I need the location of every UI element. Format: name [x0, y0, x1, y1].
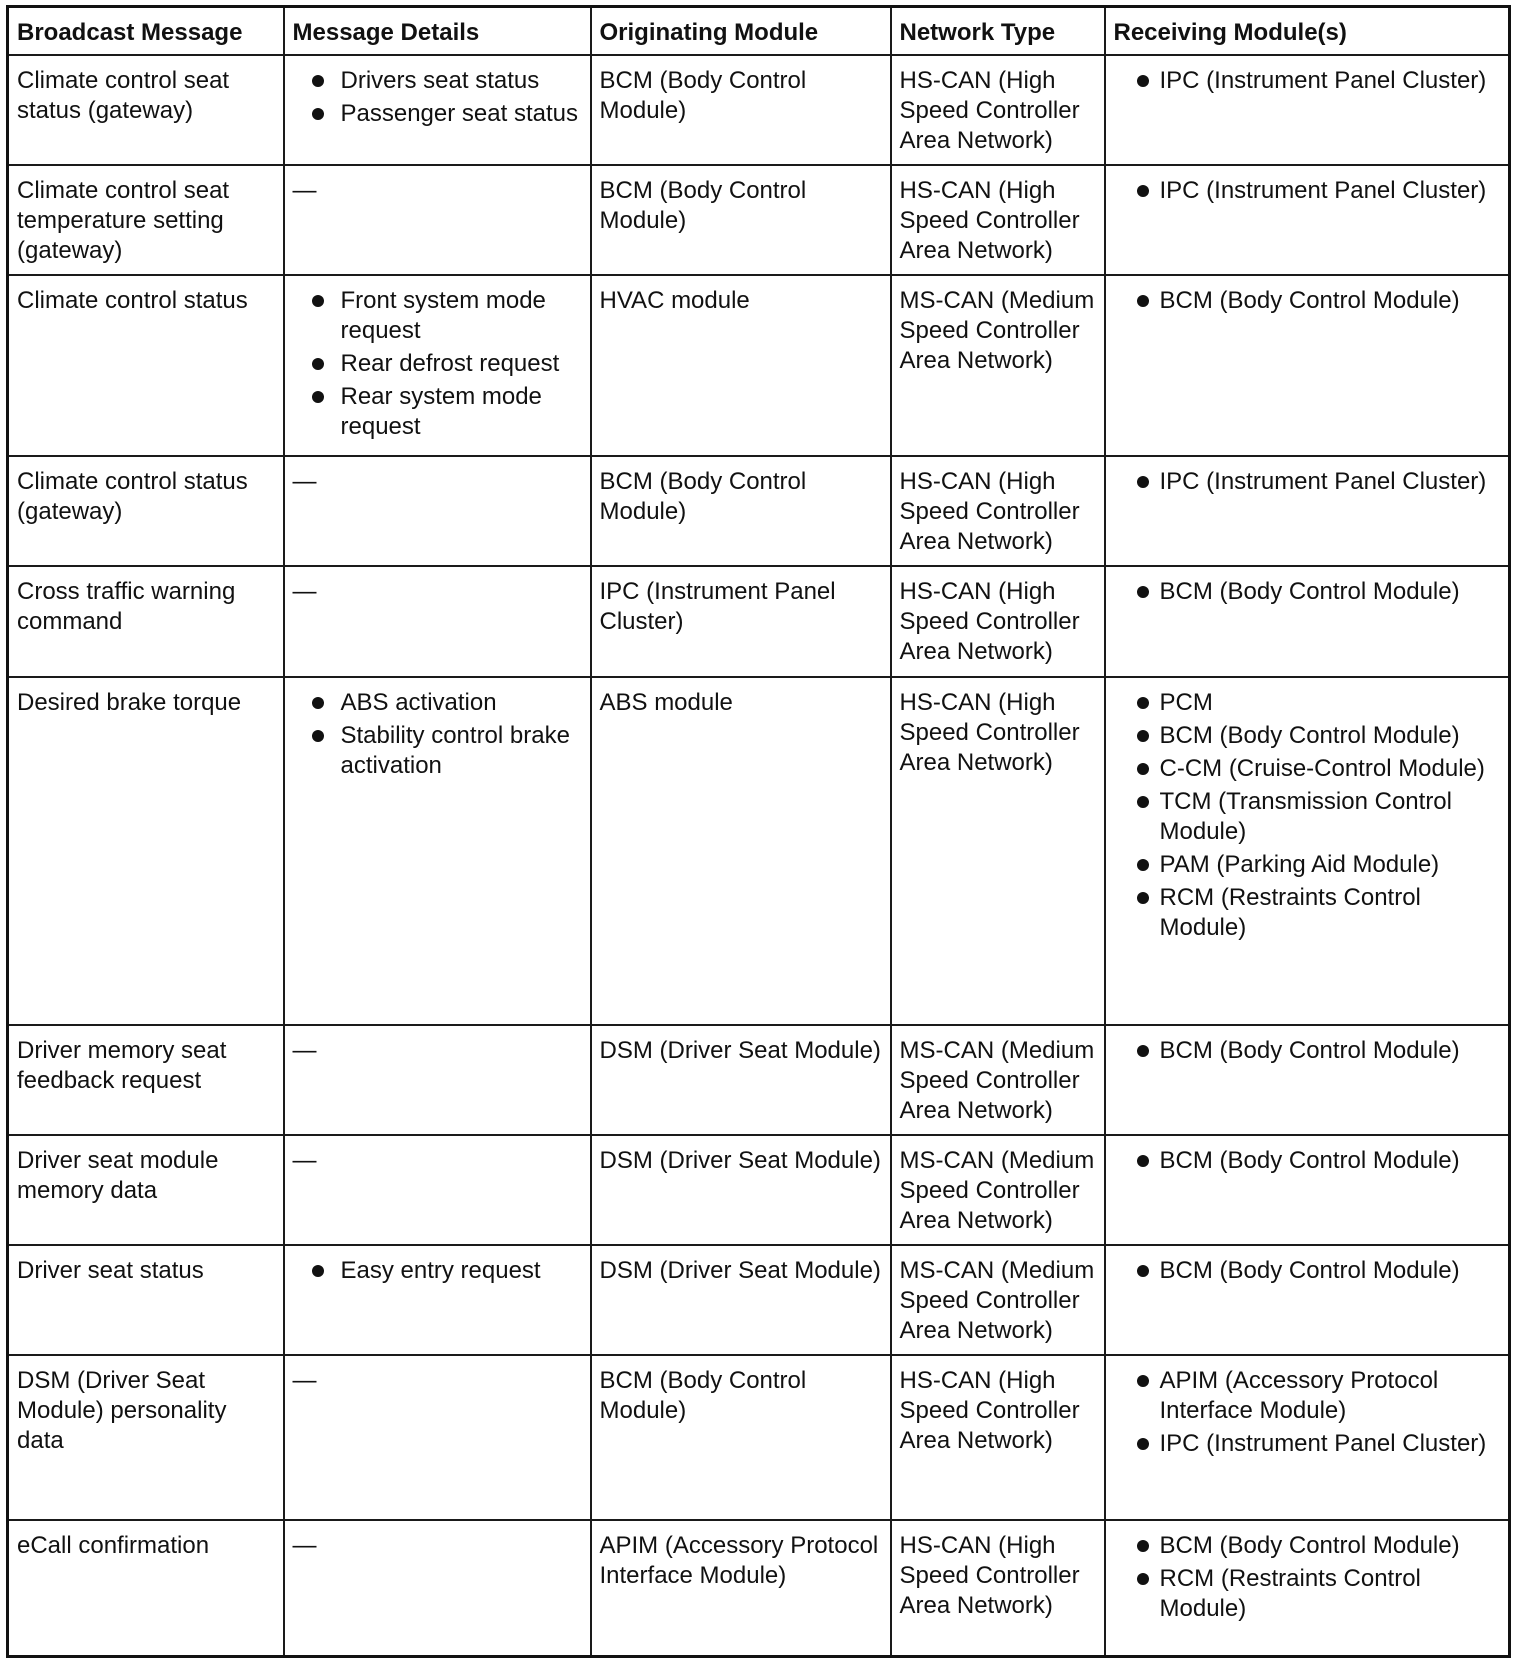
receiving-list-item: BCM (Body Control Module) [1114, 1146, 1501, 1176]
table-row [8, 677, 1510, 1025]
table-row [8, 1025, 1510, 1135]
empty-dash: — [292, 177, 317, 205]
header-row [8, 7, 1510, 56]
originating-module-cell: DSM (Driver Seat Module) [591, 1025, 891, 1135]
broadcast-message-table [6, 5, 1511, 1658]
originating-module-cell: BCM (Body Control Module) [591, 55, 891, 165]
table-body [8, 55, 1510, 1657]
broadcast-message-cell: Climate control status (gateway) [8, 456, 284, 566]
message-details-cell [284, 55, 591, 165]
details-list-item: Front system mode request [293, 286, 582, 346]
header-network-type: Network Type [891, 7, 1105, 56]
receiving-modules-cell [1105, 1025, 1510, 1135]
receiving-list [1114, 577, 1501, 607]
network-type-cell: MS-CAN (Medium Speed Controller Area Network) [891, 1245, 1105, 1355]
empty-dash: — [292, 1531, 317, 1559]
receiving-list [1114, 1531, 1501, 1624]
message-details-cell [284, 566, 591, 676]
receiving-list [1114, 1146, 1501, 1176]
details-list-item: Rear defrost request [293, 349, 582, 379]
originating-module-cell: BCM (Body Control Module) [591, 456, 891, 566]
originating-module-cell: DSM (Driver Seat Module) [591, 1245, 891, 1355]
originating-module-cell: IPC (Instrument Panel Cluster) [591, 566, 891, 676]
table-row [8, 1245, 1510, 1355]
originating-module-cell: BCM (Body Control Module) [591, 165, 891, 275]
broadcast-message-cell: Cross traffic warning command [8, 566, 284, 676]
network-type-cell: HS-CAN (High Speed Controller Area Network) [891, 677, 1105, 1025]
receiving-list [1114, 1036, 1501, 1066]
receiving-modules-cell [1105, 1355, 1510, 1519]
originating-module-cell: DSM (Driver Seat Module) [591, 1135, 891, 1245]
table-row [8, 1135, 1510, 1245]
details-list-item: Rear system mode request [293, 382, 582, 442]
message-details-cell [284, 456, 591, 566]
receiving-list-item: BCM (Body Control Module) [1114, 577, 1501, 607]
empty-dash: — [292, 468, 317, 496]
originating-module-cell: BCM (Body Control Module) [591, 1355, 891, 1519]
details-list-item: Passenger seat status [293, 99, 582, 129]
details-list [293, 688, 582, 781]
receiving-list-item: C-CM (Cruise-Control Module) [1114, 754, 1501, 784]
message-details-cell [284, 1520, 591, 1657]
receiving-list-item: APIM (Accessory Protocol Interface Module) [1114, 1366, 1501, 1426]
receiving-list-item: RCM (Restraints Control Module) [1114, 1564, 1501, 1624]
message-details-cell [284, 677, 591, 1025]
details-list-item: Stability control brake activation [293, 721, 582, 781]
message-details-cell [284, 275, 591, 456]
table-row [8, 165, 1510, 275]
details-list [293, 1256, 582, 1286]
table-row [8, 1520, 1510, 1657]
table-row [8, 456, 1510, 566]
receiving-list [1114, 1366, 1501, 1459]
network-type-cell: HS-CAN (High Speed Controller Area Network) [891, 566, 1105, 676]
broadcast-message-cell: Climate control seat temperature setting (gateway) [8, 165, 284, 275]
receiving-modules-cell [1105, 1135, 1510, 1245]
receiving-list-item: BCM (Body Control Module) [1114, 1256, 1501, 1286]
details-list-item: ABS activation [293, 688, 582, 718]
network-type-cell: HS-CAN (High Speed Controller Area Network) [891, 1520, 1105, 1657]
receiving-modules-cell [1105, 275, 1510, 456]
receiving-modules-cell [1105, 1520, 1510, 1657]
details-list [293, 66, 582, 129]
empty-dash: — [292, 578, 317, 606]
table-row [8, 566, 1510, 676]
receiving-list-item: BCM (Body Control Module) [1114, 1036, 1501, 1066]
originating-module-cell: HVAC module [591, 275, 891, 456]
receiving-list [1114, 467, 1501, 497]
network-type-cell: HS-CAN (High Speed Controller Area Network) [891, 55, 1105, 165]
receiving-list-item: RCM (Restraints Control Module) [1114, 883, 1501, 943]
receiving-list-item: IPC (Instrument Panel Cluster) [1114, 176, 1501, 206]
message-details-cell [284, 165, 591, 275]
network-type-cell: MS-CAN (Medium Speed Controller Area Network) [891, 275, 1105, 456]
receiving-modules-cell [1105, 165, 1510, 275]
network-type-cell: MS-CAN (Medium Speed Controller Area Network) [891, 1025, 1105, 1135]
receiving-list-item: IPC (Instrument Panel Cluster) [1114, 66, 1501, 96]
receiving-modules-cell [1105, 55, 1510, 165]
message-details-cell [284, 1355, 591, 1519]
receiving-list-item: IPC (Instrument Panel Cluster) [1114, 1429, 1501, 1459]
broadcast-message-cell: Driver memory seat feedback request [8, 1025, 284, 1135]
originating-module-cell: APIM (Accessory Protocol Interface Module) [591, 1520, 891, 1657]
header-broadcast-message: Broadcast Message [8, 7, 284, 56]
empty-dash: — [292, 1036, 317, 1064]
receiving-list-item: TCM (Transmission Control Module) [1114, 787, 1501, 847]
receiving-list [1114, 1256, 1501, 1286]
broadcast-message-cell: Desired brake torque [8, 677, 284, 1025]
receiving-list [1114, 66, 1501, 96]
receiving-list-item: BCM (Body Control Module) [1114, 1531, 1501, 1561]
table-row [8, 55, 1510, 165]
message-details-cell [284, 1025, 591, 1135]
network-type-cell: HS-CAN (High Speed Controller Area Network) [891, 1355, 1105, 1519]
details-list-item: Easy entry request [293, 1256, 582, 1286]
receiving-list [1114, 176, 1501, 206]
receiving-list [1114, 688, 1501, 943]
message-details-cell [284, 1135, 591, 1245]
empty-dash: — [292, 1146, 317, 1174]
table-row [8, 275, 1510, 456]
empty-dash: — [292, 1367, 317, 1395]
receiving-list-item: IPC (Instrument Panel Cluster) [1114, 467, 1501, 497]
receiving-modules-cell [1105, 566, 1510, 676]
broadcast-message-cell: Driver seat status [8, 1245, 284, 1355]
receiving-list-item: PAM (Parking Aid Module) [1114, 850, 1501, 880]
broadcast-message-cell: Driver seat module memory data [8, 1135, 284, 1245]
table-row [8, 1355, 1510, 1519]
network-type-cell: HS-CAN (High Speed Controller Area Network) [891, 456, 1105, 566]
receiving-list [1114, 286, 1501, 316]
receiving-modules-cell [1105, 677, 1510, 1025]
broadcast-message-cell: eCall confirmation [8, 1520, 284, 1657]
details-list-item: Drivers seat status [293, 66, 582, 96]
details-list [293, 286, 582, 442]
receiving-list-item: BCM (Body Control Module) [1114, 286, 1501, 316]
originating-module-cell: ABS module [591, 677, 891, 1025]
network-type-cell: MS-CAN (Medium Speed Controller Area Network) [891, 1135, 1105, 1245]
message-details-cell [284, 1245, 591, 1355]
network-type-cell: HS-CAN (High Speed Controller Area Network) [891, 165, 1105, 275]
receiving-list-item: BCM (Body Control Module) [1114, 721, 1501, 751]
header-originating-module: Originating Module [591, 7, 891, 56]
receiving-modules-cell [1105, 456, 1510, 566]
broadcast-message-cell: DSM (Driver Seat Module) personality data [8, 1355, 284, 1519]
broadcast-message-cell: Climate control status [8, 275, 284, 456]
header-message-details: Message Details [284, 7, 591, 56]
receiving-modules-cell [1105, 1245, 1510, 1355]
header-receiving-modules: Receiving Module(s) [1105, 7, 1510, 56]
broadcast-message-cell: Climate control seat status (gateway) [8, 55, 284, 165]
receiving-list-item: PCM [1114, 688, 1501, 718]
